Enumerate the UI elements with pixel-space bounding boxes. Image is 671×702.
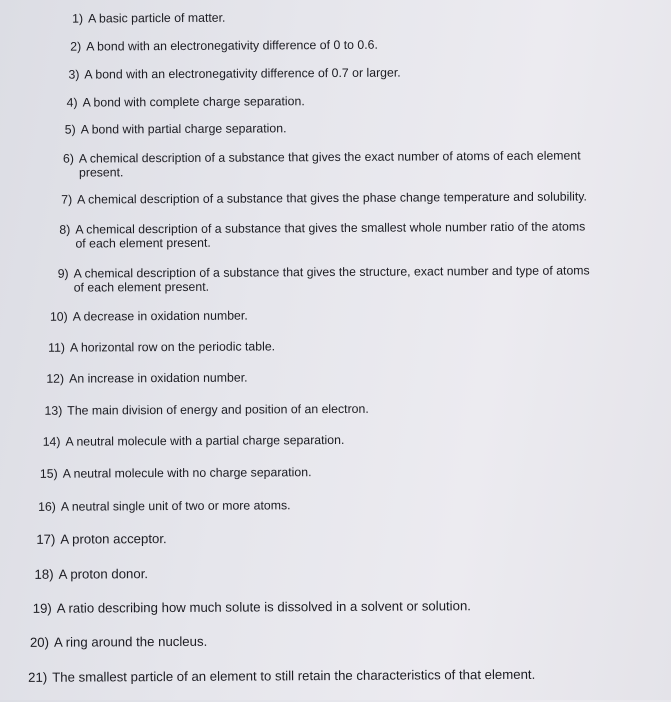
item-text: A decrease in oxidation number. (72, 308, 248, 324)
list-item (72, 11, 225, 26)
list-item (43, 433, 345, 449)
item-number: 1) (72, 11, 84, 26)
list-item (61, 189, 587, 206)
list-item (30, 635, 207, 650)
item-text: A chemical description of a substance that gives the phase change temperature and solubility. (77, 189, 587, 207)
list-item (36, 532, 166, 547)
item-text: A bond with partial charge separation. (80, 121, 287, 137)
item-number: 6) (62, 151, 74, 166)
list-item (46, 371, 247, 386)
item-number: 2) (70, 39, 82, 54)
item-text: A chemical description of a substance that gives the smallest whole number ratio of the atoms (75, 219, 586, 237)
item-number: 13) (44, 403, 63, 418)
item-text-continued: of each element present. (75, 235, 211, 251)
item-text: A proton donor. (58, 566, 149, 582)
item-text: A neutral single unit of two or more atoms. (60, 498, 291, 514)
item-number: 5) (64, 122, 76, 137)
item-text: An increase in oxidation number. (69, 370, 248, 386)
item-text: A ring around the nucleus. (53, 633, 208, 650)
item-number: 12) (46, 371, 65, 386)
list-item (70, 38, 378, 54)
list-item (44, 402, 368, 418)
item-number: 18) (34, 566, 54, 582)
item-text: A neutral molecule with no charge separation. (62, 465, 312, 481)
item-number: 15) (39, 466, 58, 481)
list-item (65, 121, 287, 136)
list-item (58, 263, 590, 294)
item-text-continued: present. (78, 165, 124, 180)
item-text: A ratio describing how much solute is dissolved in a solvent or solution. (56, 598, 471, 616)
list-item (67, 94, 305, 109)
item-number: 10) (49, 309, 68, 324)
item-number: 14) (42, 434, 61, 449)
list-item (38, 498, 291, 514)
item-number: 8) (59, 222, 71, 237)
list-item (40, 465, 312, 481)
item-text: A bond with complete charge separation. (82, 94, 305, 110)
item-text: A basic particle of matter. (88, 10, 226, 26)
list-item (63, 149, 581, 180)
list-item (68, 66, 400, 82)
item-number: 17) (36, 531, 56, 547)
item-text: The smallest particle of an element to still retain the characteristics of that element. (52, 666, 536, 685)
item-text: A bond with an electronegativity difference of 0.7 or larger. (84, 65, 401, 82)
item-number: 20) (29, 634, 50, 650)
item-text: A chemical description of a substance that gives the structure, exact number and type of atoms (73, 263, 590, 281)
item-number: 7) (61, 192, 73, 207)
item-number: 16) (38, 499, 56, 514)
item-number: 4) (66, 95, 78, 110)
item-number: 11) (48, 340, 66, 355)
item-text: A neutral molecule with a partial charge separation. (65, 432, 345, 449)
item-number: 19) (32, 600, 52, 616)
item-number: 21) (28, 669, 48, 685)
item-text: A horizontal row on the periodic table. (69, 339, 276, 355)
item-number: 3) (68, 67, 80, 82)
item-text: A chemical description of a substance that gives the exact number of atoms of each element (78, 148, 581, 166)
list-item (34, 567, 148, 582)
item-text-continued: of each element present. (73, 279, 210, 295)
list-item (48, 339, 275, 354)
list-item (33, 599, 471, 616)
list-item (28, 668, 535, 685)
item-text: A bond with an electronegativity difference of 0 to 0.6. (86, 37, 378, 54)
list-item (59, 219, 585, 250)
list-item (50, 309, 248, 324)
item-text: A proton acceptor. (60, 531, 167, 547)
item-number: 9) (57, 266, 69, 281)
item-text: The main division of energy and position of an electron. (67, 401, 369, 418)
